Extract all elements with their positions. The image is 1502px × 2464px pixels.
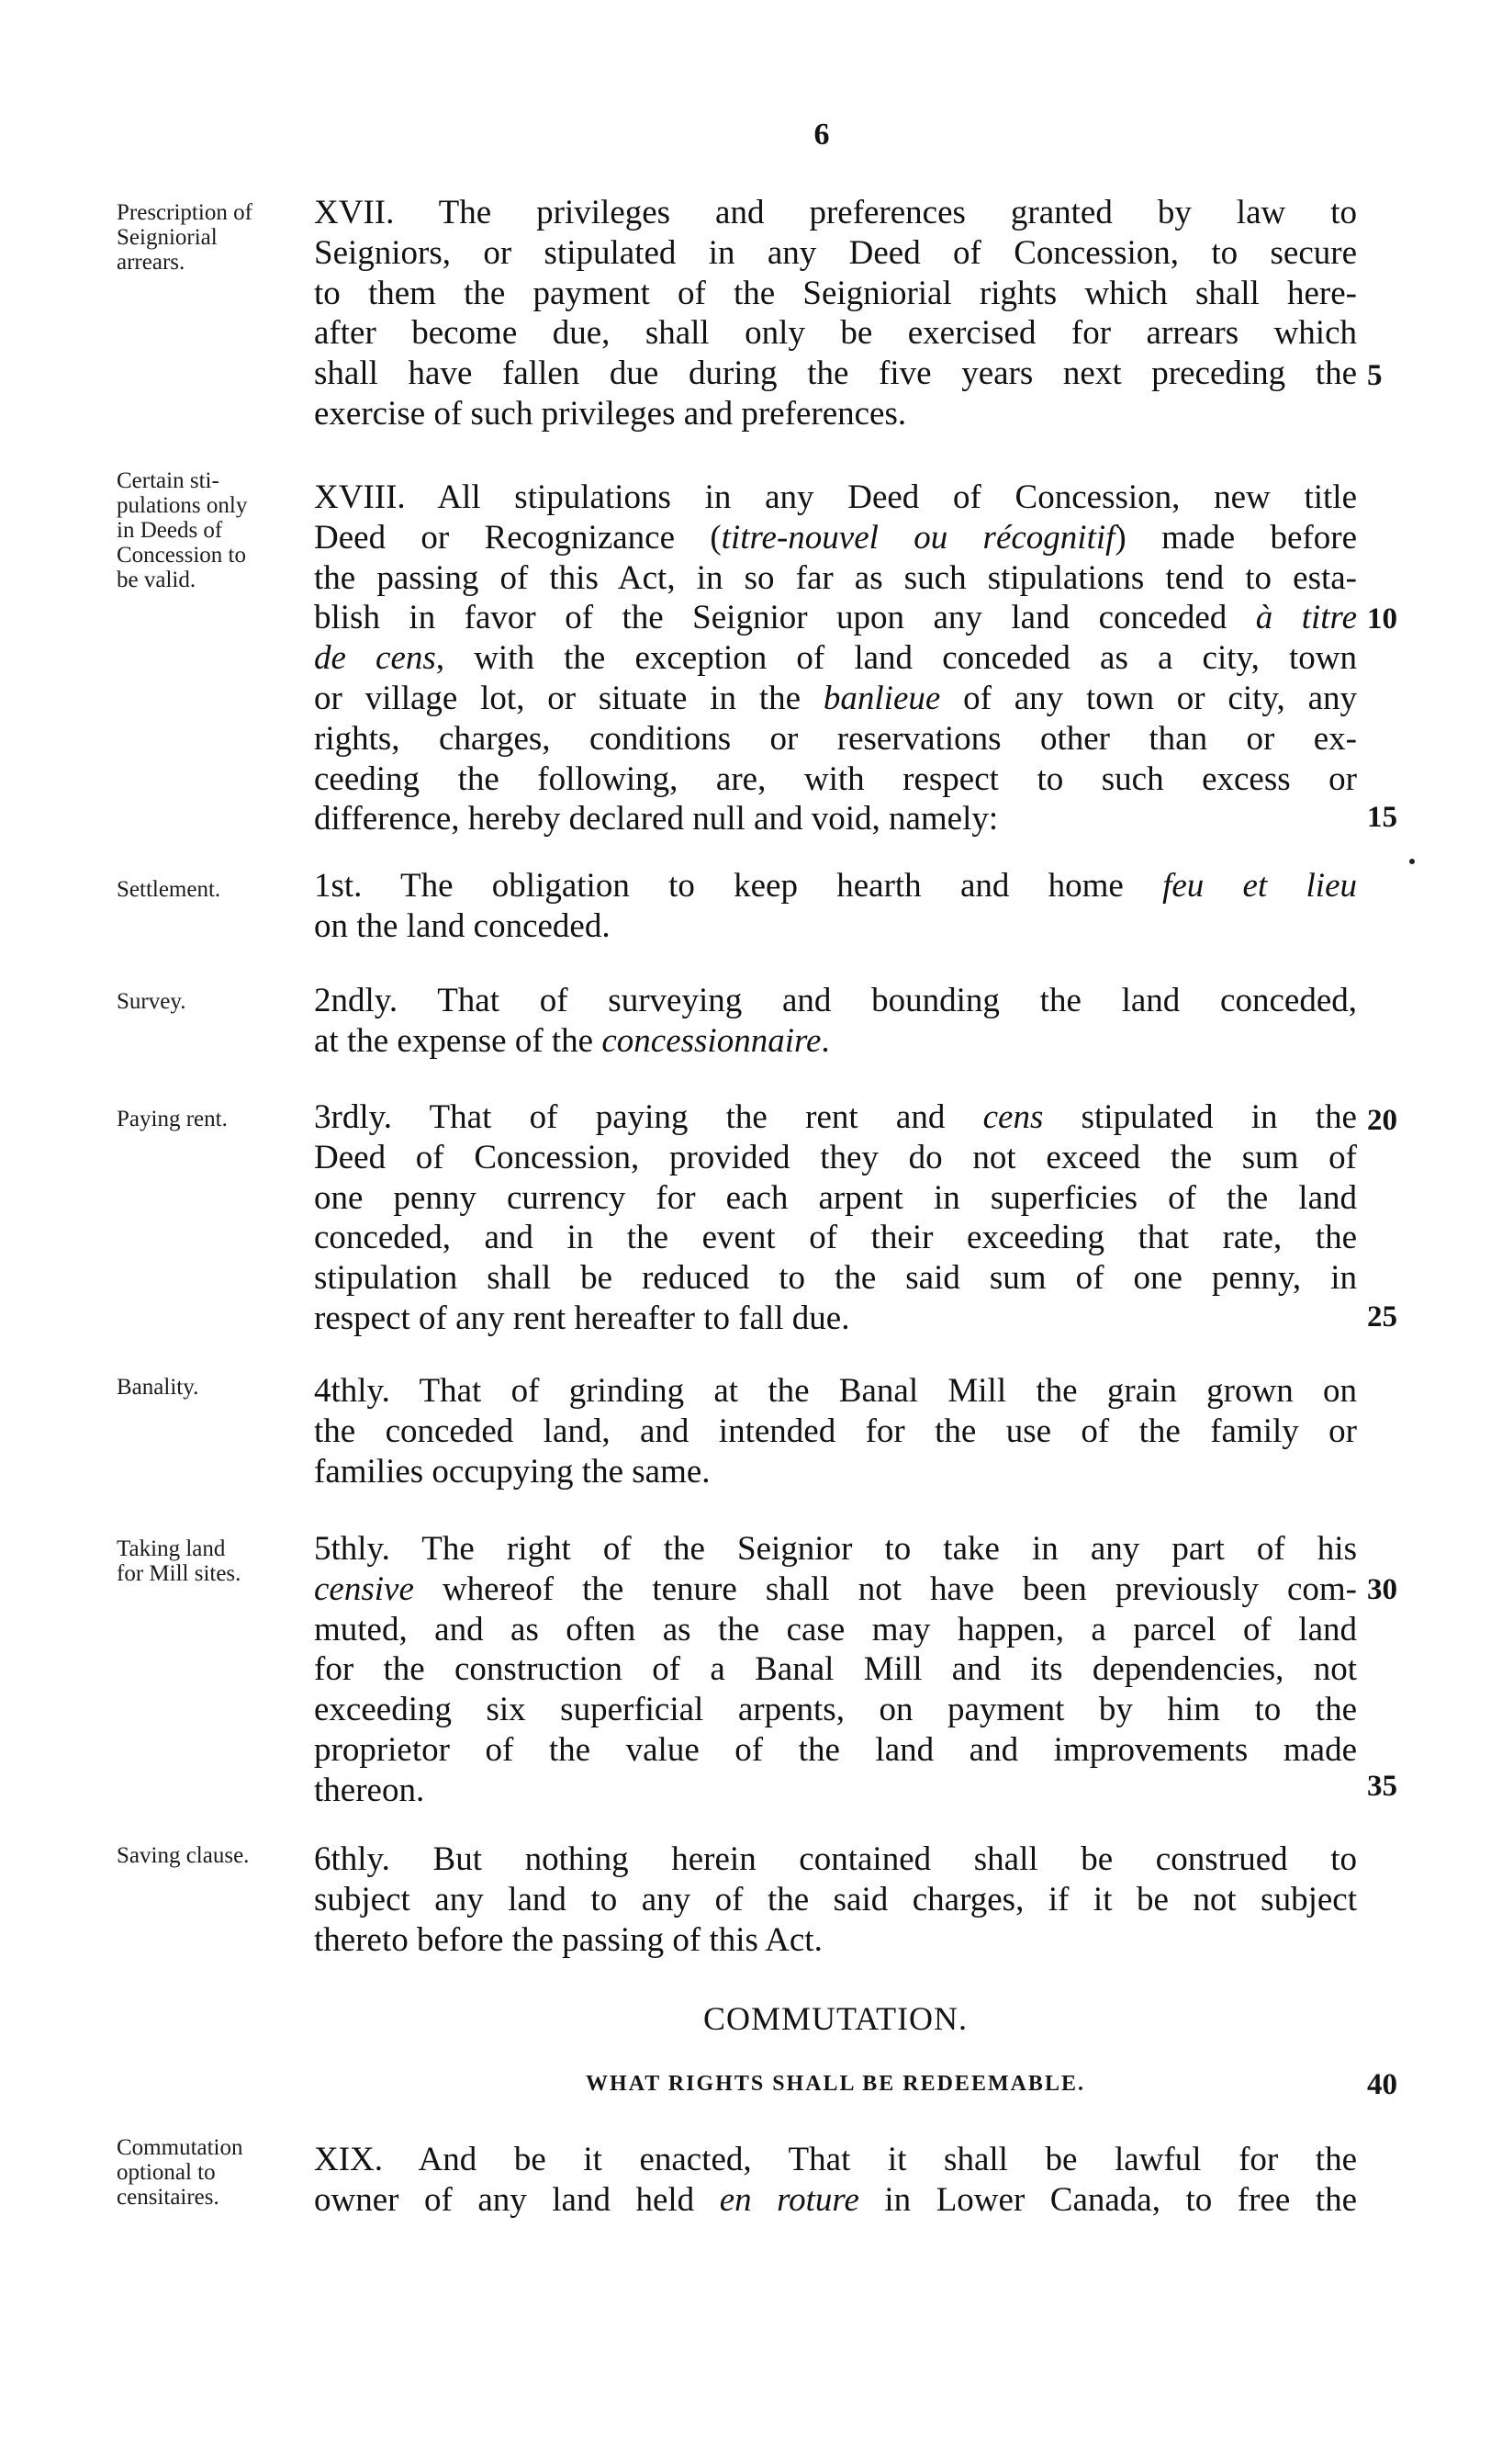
margin-line: Survey. bbox=[117, 989, 186, 1014]
margin-line: Concession to bbox=[117, 543, 246, 568]
text-line: 1st. The obligation to keep hearth and home feu et lieu bbox=[314, 867, 1357, 905]
margin-line: pulations only bbox=[117, 493, 248, 518]
text-line: the passing of this Act, in so far as such stipulations tend to esta- bbox=[314, 558, 1357, 597]
margin-note-commutation-optional bbox=[117, 2135, 300, 2210]
line-number-15: 15 bbox=[1367, 801, 1397, 834]
text-line: to them the payment of the Seigniorial rights which shall here- bbox=[314, 274, 1357, 312]
paragraph-xvii bbox=[314, 193, 1357, 434]
paragraph-third bbox=[314, 1097, 1357, 1339]
heading-commutation: COMMUTATION. bbox=[702, 2000, 969, 2037]
margin-line: Taking land bbox=[117, 1536, 226, 1561]
paragraph-fifth bbox=[314, 1529, 1357, 1811]
text-line: one penny currency for each arpent in superficies of the land bbox=[314, 1178, 1357, 1217]
text-line: subject any land to any of the said charges, if it be not subject bbox=[314, 1880, 1357, 1918]
text-line: exercise of such privileges and preferences. bbox=[314, 394, 907, 433]
text-line: at the expense of the concessionnaire. bbox=[314, 1021, 830, 1060]
margin-line: Banality. bbox=[117, 1375, 199, 1400]
margin-line: for Mill sites. bbox=[117, 1561, 241, 1586]
subheading-redeemable-rights: WHAT RIGHTS SHALL BE REDEEMABLE. bbox=[586, 2072, 1085, 2096]
text-line: Deed of Concession, provided they do not exceed the sum of bbox=[314, 1138, 1357, 1176]
margin-note-settlement bbox=[117, 877, 300, 902]
line-number-25: 25 bbox=[1367, 1300, 1397, 1333]
line-number-35: 35 bbox=[1367, 1770, 1397, 1803]
text-line: 5thly. The right of the Seignior to take in any part of his bbox=[314, 1530, 1357, 1568]
text-line: blish in favor of the Seignior upon any land conceded à titre bbox=[314, 599, 1357, 637]
margin-line: Commutation bbox=[117, 2135, 243, 2160]
text-line: owner of any land held en roture in Lower Canada, to free the bbox=[314, 2180, 1357, 2219]
text-line: 6thly. But nothing herein contained shall be construed to bbox=[314, 1840, 1357, 1878]
margin-line: be valid. bbox=[117, 568, 196, 592]
text-line: 3rdly. That of paying the rent and cens stipulated in the bbox=[314, 1098, 1357, 1136]
text-line: 4thly. That of grinding at the Banal Mill the grain grown on bbox=[314, 1372, 1357, 1410]
line-number-10: 10 bbox=[1367, 602, 1397, 636]
margin-line: Seigniorial bbox=[117, 225, 218, 250]
text-line: on the land conceded. bbox=[314, 906, 611, 945]
margin-line: Prescription of bbox=[117, 200, 252, 225]
line-number-5: 5 bbox=[1367, 359, 1383, 392]
margin-line: Saving clause. bbox=[117, 1843, 250, 1868]
text-line: Deed or Recognizance (titre-nouvel ou récognitif) made before bbox=[314, 518, 1357, 557]
text-line: de cens, with the exception of land conceded as a city, town bbox=[314, 639, 1357, 678]
margin-line: arrears. bbox=[117, 250, 185, 275]
paragraph-second bbox=[314, 981, 1357, 1062]
margin-line: censitaires. bbox=[117, 2185, 219, 2210]
text-line: families occupying the same. bbox=[314, 1452, 711, 1491]
paragraph-fourth bbox=[314, 1371, 1357, 1491]
margin-note-saving-clause bbox=[117, 1843, 300, 1868]
paragraph-first bbox=[314, 866, 1357, 947]
text-line: proprietor of the value of the land and improvements made bbox=[314, 1730, 1357, 1769]
margin-line: Certain sti- bbox=[117, 468, 219, 493]
text-line: muted, and as often as the case may happen, a parcel of land bbox=[314, 1610, 1357, 1648]
margin-line: Paying rent. bbox=[117, 1107, 228, 1131]
margin-note-paying-rent bbox=[117, 1107, 300, 1131]
text-line: XVIII. All stipulations in any Deed of Concession, new title bbox=[314, 478, 1357, 516]
paragraph-xix bbox=[314, 2140, 1357, 2221]
ink-speck bbox=[1409, 859, 1415, 864]
text-line: conceded, and in the event of their exceeding that rate, the bbox=[314, 1219, 1357, 1257]
margin-note-mill-sites bbox=[117, 1536, 300, 1586]
text-line: XVII. The privileges and preferences granted by law to bbox=[314, 194, 1357, 231]
text-line: ceeding the following, are, with respect to such excess or bbox=[314, 759, 1357, 798]
text-line: after become due, shall only be exercised for arrears which bbox=[314, 314, 1357, 353]
page-number: 6 bbox=[813, 118, 830, 152]
text-line: thereto before the passing of this Act. bbox=[314, 1920, 823, 1959]
text-line: rights, charges, conditions or reservations other than or ex- bbox=[314, 719, 1357, 758]
text-line: 2ndly. That of surveying and bounding the land conceded, bbox=[314, 982, 1357, 1019]
line-number-40: 40 bbox=[1367, 2068, 1397, 2101]
text-line: respect of any rent hereafter to fall due. bbox=[314, 1299, 850, 1337]
text-line: Seigniors, or stipulated in any Deed of Concession, to secure bbox=[314, 233, 1357, 272]
paragraph-xviii bbox=[314, 478, 1357, 839]
text-line: shall have fallen due during the five years next preceding the bbox=[314, 354, 1357, 393]
text-line: the conceded land, and intended for the use of the family or bbox=[314, 1412, 1357, 1450]
margin-line: in Deeds of bbox=[117, 518, 223, 543]
text-line: XIX. And be it enacted, That it shall be lawful for the bbox=[314, 2141, 1357, 2178]
margin-note-certain-stipulations bbox=[117, 468, 300, 592]
text-line: stipulation shall be reduced to the said sum of one penny, in bbox=[314, 1259, 1357, 1298]
text-line: thereon. bbox=[314, 1771, 425, 1809]
text-line: exceeding six superficial arpents, on payment by him to the bbox=[314, 1691, 1357, 1729]
text-line: difference, hereby declared null and void, namely: bbox=[314, 800, 999, 838]
text-line: for the construction of a Banal Mill and its dependencies, not bbox=[314, 1650, 1357, 1689]
margin-line: Settlement. bbox=[117, 877, 221, 902]
margin-note-prescription bbox=[117, 200, 300, 275]
text-line: censive whereof the tenure shall not have been previously com- bbox=[314, 1570, 1357, 1608]
margin-line: optional to bbox=[117, 2160, 216, 2185]
margin-note-survey bbox=[117, 989, 300, 1014]
line-number-30: 30 bbox=[1367, 1573, 1397, 1606]
text-line: or village lot, or situate in the banlieue of any town or city, any bbox=[314, 679, 1357, 717]
line-number-20: 20 bbox=[1367, 1104, 1397, 1137]
margin-note-banality bbox=[117, 1375, 300, 1400]
paragraph-sixth bbox=[314, 1840, 1357, 1960]
